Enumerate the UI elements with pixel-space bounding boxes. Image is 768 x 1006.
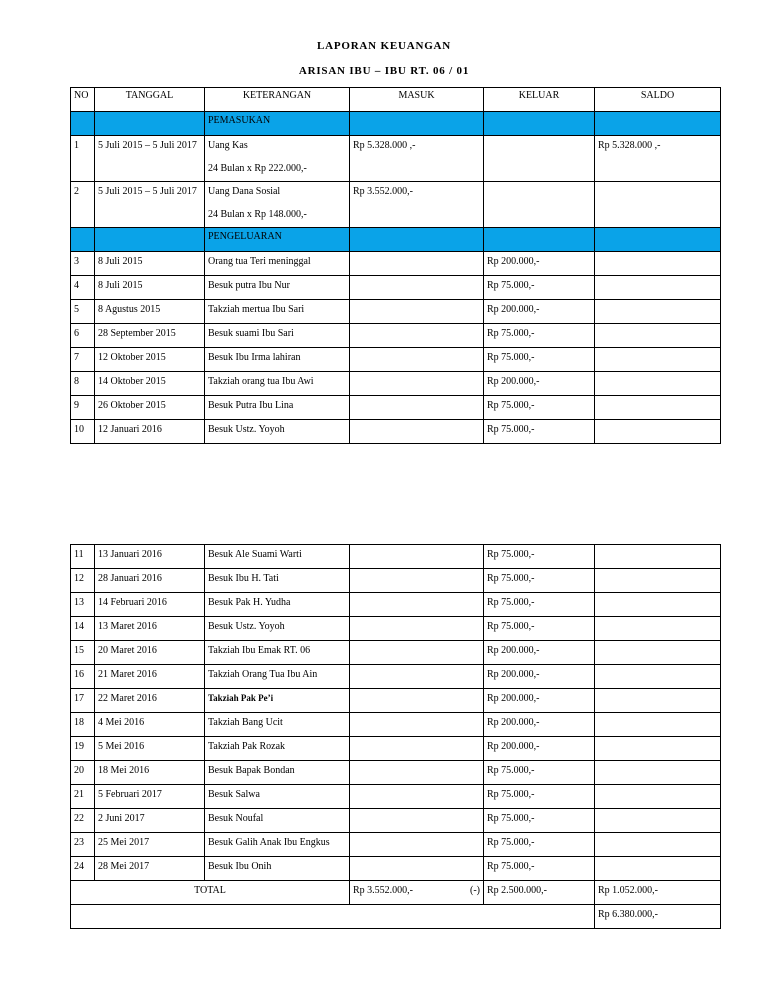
table-row bbox=[71, 372, 721, 396]
cell-desc: Takziah mertua Ibu Sari bbox=[205, 300, 350, 324]
cell-date: 4 Mei 2016 bbox=[95, 713, 205, 737]
cell-saldo bbox=[595, 713, 721, 737]
cell-keluar: Rp 75.000,- bbox=[484, 569, 595, 593]
cell-masuk bbox=[350, 420, 484, 444]
cell-keluar: Rp 75.000,- bbox=[484, 396, 595, 420]
table-row bbox=[71, 396, 721, 420]
cell-saldo bbox=[595, 737, 721, 761]
table-row bbox=[71, 593, 721, 617]
cell-saldo bbox=[595, 641, 721, 665]
cell-no: 13 bbox=[71, 593, 95, 617]
cell-keluar: Rp 75.000,- bbox=[484, 833, 595, 857]
cell-date: 22 Maret 2016 bbox=[95, 689, 205, 713]
cell-masuk bbox=[350, 252, 484, 276]
table-row bbox=[71, 348, 721, 372]
cell-date: 8 Juli 2015 bbox=[95, 276, 205, 300]
cell-desc: Besuk Ibu Irma lahiran bbox=[205, 348, 350, 372]
cell-no: 4 bbox=[71, 276, 95, 300]
cell-desc: Besuk Salwa bbox=[205, 785, 350, 809]
cell-keluar bbox=[484, 182, 595, 228]
cell-desc: Besuk Ibu H. Tati bbox=[205, 569, 350, 593]
desc-detail: 24 Bulan x Rp 148.000,- bbox=[208, 209, 307, 220]
cell-masuk bbox=[350, 324, 484, 348]
cell-saldo bbox=[595, 857, 721, 881]
section-row-income bbox=[71, 112, 721, 136]
table-row bbox=[71, 420, 721, 444]
cell-no: 24 bbox=[71, 857, 95, 881]
report-subtitle: ARISAN IBU – IBU RT. 06 / 01 bbox=[298, 65, 470, 77]
cell-no: 5 bbox=[71, 300, 95, 324]
cell-no: 3 bbox=[71, 252, 95, 276]
cell-keluar: Rp 200.000,- bbox=[484, 300, 595, 324]
total-label: TOTAL bbox=[71, 881, 350, 905]
header-tanggal: TANGGAL bbox=[95, 88, 205, 112]
cell-masuk bbox=[350, 372, 484, 396]
finance-table-page2 bbox=[70, 544, 721, 929]
cell-masuk bbox=[350, 641, 484, 665]
cell-desc: Takziah Pak Rozak bbox=[205, 737, 350, 761]
cell-no: 12 bbox=[71, 569, 95, 593]
cell-no: 16 bbox=[71, 665, 95, 689]
cell-keluar: Rp 200.000,- bbox=[484, 252, 595, 276]
cell-masuk bbox=[350, 785, 484, 809]
cell-saldo bbox=[595, 833, 721, 857]
cell-masuk bbox=[350, 545, 484, 569]
cell-keluar: Rp 75.000,- bbox=[484, 324, 595, 348]
table-row bbox=[71, 761, 721, 785]
table-row bbox=[71, 276, 721, 300]
cell-masuk bbox=[350, 809, 484, 833]
cell-desc: Takziah Pak Pe’i bbox=[205, 689, 350, 713]
cell-saldo bbox=[595, 665, 721, 689]
final-saldo: Rp 6.380.000,- bbox=[595, 905, 721, 929]
cell-masuk: Rp 3.552.000,- bbox=[350, 182, 484, 228]
cell-date: 14 Februari 2016 bbox=[95, 593, 205, 617]
header-no: NO bbox=[71, 88, 95, 112]
table-header-row bbox=[71, 88, 721, 112]
cell-desc: Takziah orang tua Ibu Awi bbox=[205, 372, 350, 396]
cell-keluar: Rp 200.000,- bbox=[484, 641, 595, 665]
cell-keluar: Rp 75.000,- bbox=[484, 545, 595, 569]
cell-desc: Besuk suami Ibu Sari bbox=[205, 324, 350, 348]
table-row bbox=[71, 809, 721, 833]
cell-no: 1 bbox=[71, 136, 95, 182]
cell-keluar: Rp 75.000,- bbox=[484, 785, 595, 809]
cell-no: 19 bbox=[71, 737, 95, 761]
cell-saldo bbox=[595, 785, 721, 809]
cell-masuk bbox=[350, 665, 484, 689]
header-keluar: KELUAR bbox=[484, 88, 595, 112]
cell-desc: Besuk Bapak Bondan bbox=[205, 761, 350, 785]
cell-date: 2 Juni 2017 bbox=[95, 809, 205, 833]
cell-saldo bbox=[595, 545, 721, 569]
cell-no: 10 bbox=[71, 420, 95, 444]
cell-no: 9 bbox=[71, 396, 95, 420]
cell-date: 28 September 2015 bbox=[95, 324, 205, 348]
table-row bbox=[71, 252, 721, 276]
cell-keluar: Rp 75.000,- bbox=[484, 761, 595, 785]
cell-keluar: Rp 75.000,- bbox=[484, 420, 595, 444]
cell-saldo bbox=[595, 372, 721, 396]
cell-masuk bbox=[350, 569, 484, 593]
cell-desc: Besuk Galih Anak Ibu Engkus bbox=[205, 833, 350, 857]
cell-keluar: Rp 75.000,- bbox=[484, 348, 595, 372]
cell-saldo bbox=[595, 761, 721, 785]
table-row bbox=[71, 641, 721, 665]
section-label-income: PEMASUKAN bbox=[205, 112, 350, 136]
cell-desc: Takziah Ibu Emak RT. 06 bbox=[205, 641, 350, 665]
header-keterangan: KETERANGAN bbox=[205, 88, 350, 112]
cell-desc: Orang tua Teri meninggal bbox=[205, 252, 350, 276]
cell-masuk bbox=[350, 833, 484, 857]
cell-keluar: Rp 75.000,- bbox=[484, 857, 595, 881]
cell-date: 25 Mei 2017 bbox=[95, 833, 205, 857]
table-row bbox=[71, 689, 721, 713]
cell-date: 12 Oktober 2015 bbox=[95, 348, 205, 372]
cell-saldo bbox=[595, 617, 721, 641]
cell-date: 5 Mei 2016 bbox=[95, 737, 205, 761]
cell-masuk bbox=[350, 276, 484, 300]
cell-saldo bbox=[595, 569, 721, 593]
table-row bbox=[71, 713, 721, 737]
cell-saldo bbox=[595, 252, 721, 276]
cell-saldo bbox=[595, 593, 721, 617]
cell-saldo bbox=[595, 300, 721, 324]
cell-masuk bbox=[350, 617, 484, 641]
finance-table-page1 bbox=[70, 87, 721, 444]
cell-date: 8 Juli 2015 bbox=[95, 252, 205, 276]
table-row bbox=[71, 136, 721, 182]
cell-no: 8 bbox=[71, 372, 95, 396]
expense-rows-page2 bbox=[71, 545, 721, 881]
cell-saldo bbox=[595, 348, 721, 372]
cell-desc bbox=[205, 182, 350, 228]
table-row bbox=[71, 324, 721, 348]
table-row bbox=[71, 545, 721, 569]
cell-date: 26 Oktober 2015 bbox=[95, 396, 205, 420]
cell-desc: Besuk Ustz. Yoyoh bbox=[205, 420, 350, 444]
cell-masuk bbox=[350, 737, 484, 761]
cell-no: 7 bbox=[71, 348, 95, 372]
desc-detail: 24 Bulan x Rp 222.000,- bbox=[208, 163, 307, 174]
total-masuk bbox=[350, 881, 484, 905]
desc-line: Uang Dana Sosial bbox=[208, 186, 281, 197]
cell-desc: Besuk Pak H. Yudha bbox=[205, 593, 350, 617]
cell-masuk bbox=[350, 593, 484, 617]
cell-keluar: Rp 200.000,- bbox=[484, 665, 595, 689]
cell-date: 12 Januari 2016 bbox=[95, 420, 205, 444]
cell-no: 23 bbox=[71, 833, 95, 857]
cell-no: 18 bbox=[71, 713, 95, 737]
cell-saldo bbox=[595, 324, 721, 348]
cell-keluar: Rp 200.000,- bbox=[484, 713, 595, 737]
cell-desc: Besuk Putra Ibu Lina bbox=[205, 396, 350, 420]
cell-desc: Takziah Bang Ucit bbox=[205, 713, 350, 737]
cell-masuk bbox=[350, 396, 484, 420]
table-row bbox=[71, 182, 721, 228]
cell-no: 21 bbox=[71, 785, 95, 809]
cell-date: 20 Maret 2016 bbox=[95, 641, 205, 665]
cell-desc: Besuk Ibu Onih bbox=[205, 857, 350, 881]
cell-date: 21 Maret 2016 bbox=[95, 665, 205, 689]
cell-masuk bbox=[350, 689, 484, 713]
report-title: LAPORAN KEUANGAN bbox=[316, 40, 452, 52]
cell-saldo: Rp 5.328.000 ,- bbox=[595, 136, 721, 182]
cell-date: 14 Oktober 2015 bbox=[95, 372, 205, 396]
cell-desc: Besuk Ustz. Yoyoh bbox=[205, 617, 350, 641]
cell-keluar: Rp 200.000,- bbox=[484, 689, 595, 713]
cell-masuk bbox=[350, 300, 484, 324]
header-saldo: SALDO bbox=[595, 88, 721, 112]
cell-date: 5 Februari 2017 bbox=[95, 785, 205, 809]
cell-desc: Besuk putra Ibu Nur bbox=[205, 276, 350, 300]
section-row-expense bbox=[71, 228, 721, 252]
cell-keluar: Rp 200.000,- bbox=[484, 372, 595, 396]
cell-date: 13 Maret 2016 bbox=[95, 617, 205, 641]
minus-sign: (-) bbox=[470, 885, 480, 896]
cell-no: 22 bbox=[71, 809, 95, 833]
cell-date: 8 Agustus 2015 bbox=[95, 300, 205, 324]
cell-no: 17 bbox=[71, 689, 95, 713]
cell-saldo bbox=[595, 809, 721, 833]
table-row bbox=[71, 785, 721, 809]
cell-saldo bbox=[595, 396, 721, 420]
cell-saldo bbox=[595, 420, 721, 444]
cell-no: 6 bbox=[71, 324, 95, 348]
cell-keluar: Rp 75.000,- bbox=[484, 809, 595, 833]
table-row bbox=[71, 665, 721, 689]
cell-keluar: Rp 200.000,- bbox=[484, 737, 595, 761]
total-row bbox=[71, 881, 721, 905]
cell-masuk: Rp 5.328.000 ,- bbox=[350, 136, 484, 182]
table-row bbox=[71, 833, 721, 857]
cell-keluar: Rp 75.000,- bbox=[484, 593, 595, 617]
desc-line: Uang Kas bbox=[208, 140, 248, 151]
cell-desc: Takziah Orang Tua Ibu Ain bbox=[205, 665, 350, 689]
cell-keluar bbox=[484, 136, 595, 182]
cell-no: 14 bbox=[71, 617, 95, 641]
table-row bbox=[71, 300, 721, 324]
cell-date: 5 Juli 2015 – 5 Juli 2017 bbox=[95, 182, 205, 228]
cell-no: 11 bbox=[71, 545, 95, 569]
cell-date: 5 Juli 2015 – 5 Juli 2017 bbox=[95, 136, 205, 182]
total-saldo: Rp 1.052.000,- bbox=[595, 881, 721, 905]
cell-no: 15 bbox=[71, 641, 95, 665]
cell-date: 28 Januari 2016 bbox=[95, 569, 205, 593]
cell-saldo bbox=[595, 182, 721, 228]
cell-masuk bbox=[350, 713, 484, 737]
table-row bbox=[71, 737, 721, 761]
table-row bbox=[71, 857, 721, 881]
section-label-expense: PENGELUARAN bbox=[205, 228, 350, 252]
table-row bbox=[71, 569, 721, 593]
cell-desc: Besuk Noufal bbox=[205, 809, 350, 833]
cell-saldo bbox=[595, 689, 721, 713]
cell-date: 28 Mei 2017 bbox=[95, 857, 205, 881]
cell-no: 20 bbox=[71, 761, 95, 785]
total-keluar: Rp 2.500.000,- bbox=[484, 881, 595, 905]
cell-saldo bbox=[595, 276, 721, 300]
cell-keluar: Rp 75.000,- bbox=[484, 617, 595, 641]
cell-date: 18 Mei 2016 bbox=[95, 761, 205, 785]
cell-masuk bbox=[350, 348, 484, 372]
cell-desc: Besuk Ale Suami Warti bbox=[205, 545, 350, 569]
expense-rows-page1 bbox=[71, 252, 721, 444]
cell-masuk bbox=[350, 857, 484, 881]
table-row bbox=[71, 617, 721, 641]
total-masuk-value: Rp 3.552.000,- bbox=[353, 885, 413, 896]
cell-desc bbox=[205, 136, 350, 182]
header-masuk: MASUK bbox=[350, 88, 484, 112]
cell-masuk bbox=[350, 761, 484, 785]
cell-keluar: Rp 75.000,- bbox=[484, 276, 595, 300]
cell-date: 13 Januari 2016 bbox=[95, 545, 205, 569]
final-balance-row bbox=[71, 905, 721, 929]
cell-no: 2 bbox=[71, 182, 95, 228]
